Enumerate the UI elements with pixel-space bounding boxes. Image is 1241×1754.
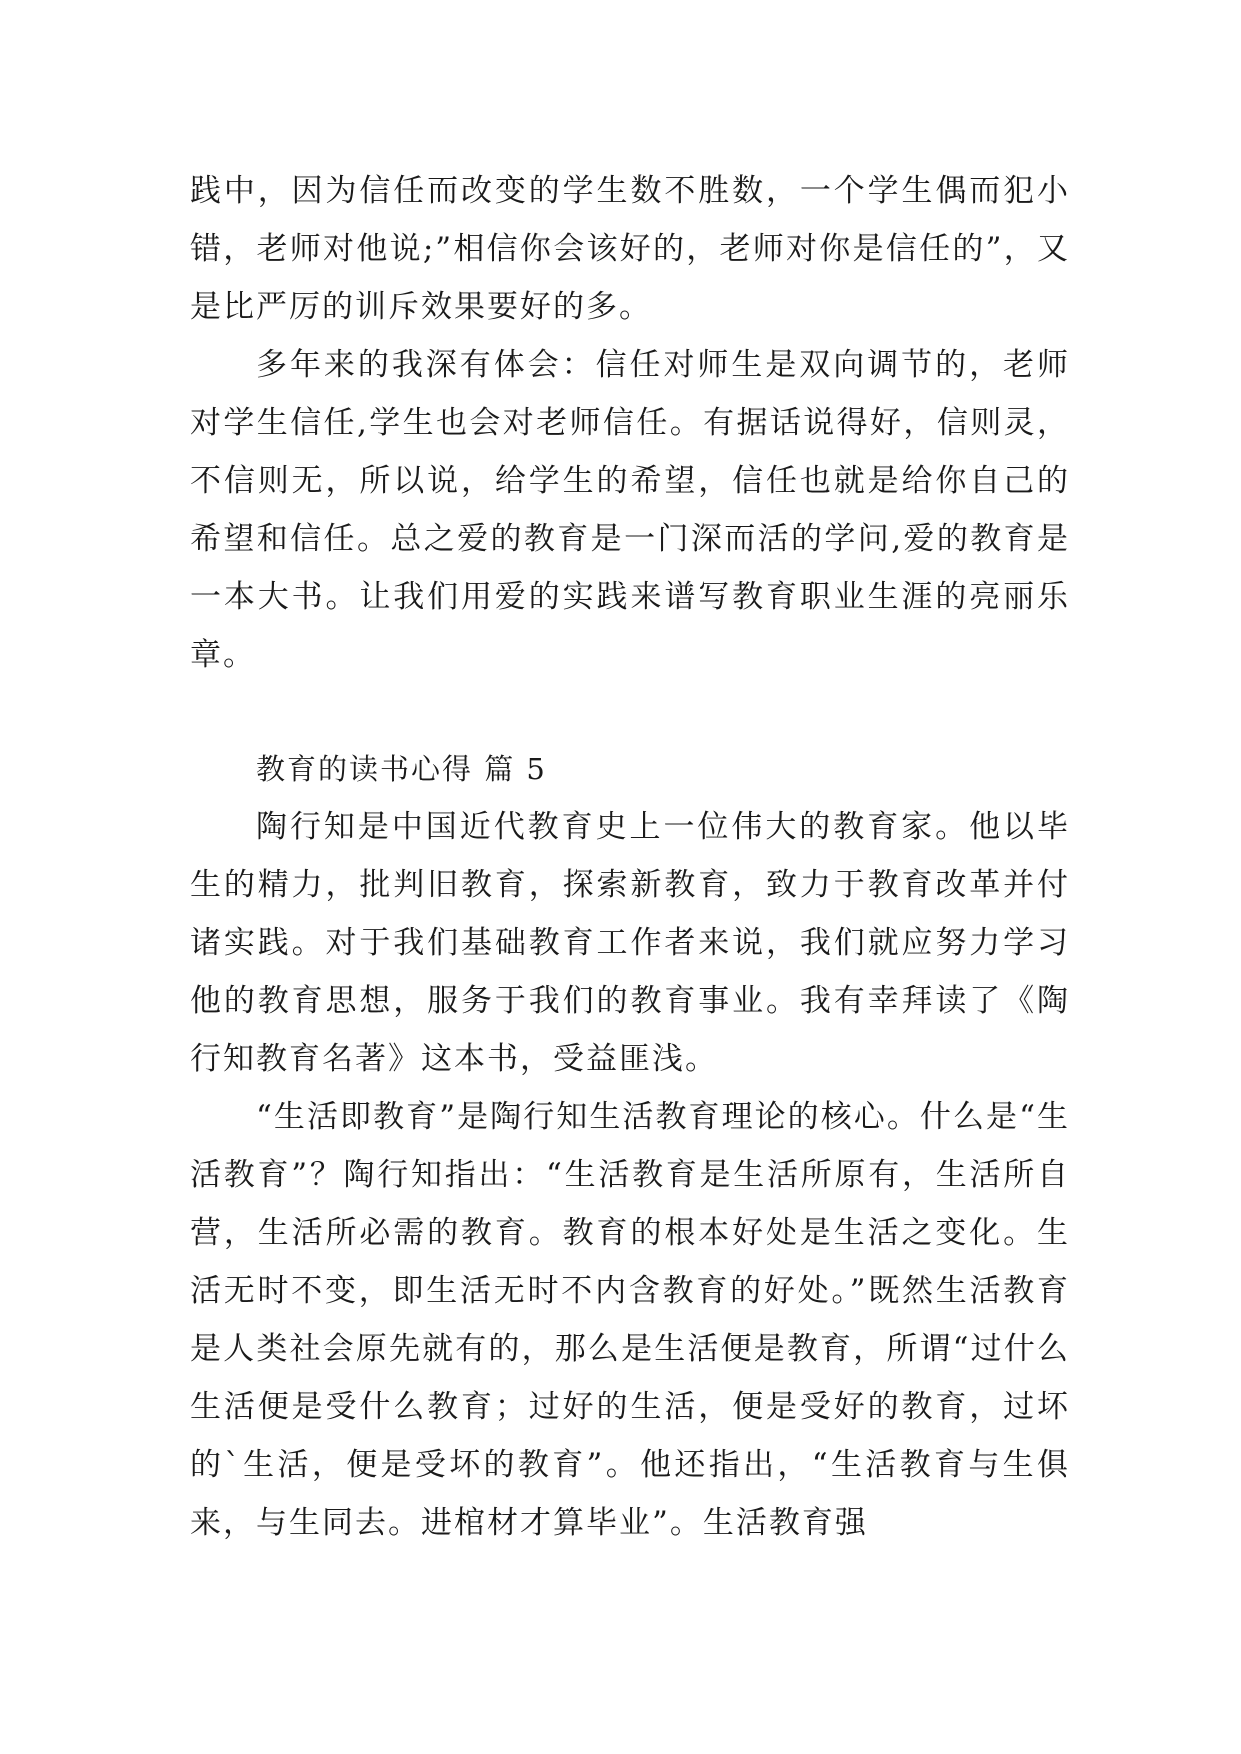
section-spacer [190, 684, 1070, 740]
paragraph-continued: 践中，因为信任而改变的学生数不胜数，一个学生偶而犯小错，老师对他说;”相信你会该好的，老师对你是信任的”，又是比严厉的训斥效果要好的多。 [190, 173, 1070, 325]
paragraph-life-education: “生活即教育”是陶行知生活教育理论的核心。什么是“生活教育”？陶行知指出：“生活教育是生活所原有，生活所自营，生活所必需的教育。教育的根本好处是生活之变化。生活无时不变，即生活无时不内含教育的好处。”既然生活教育是人类社会原先就有的，那么是生活便是教育，所谓“过什么生活便是受什么教育；过好的生活，便是受好的教育，过坏的`生活，便是受坏的教育”。他还指出，“生活教育与生俱来，与生同去。进棺材才算毕业”。生活教育强 [190, 1099, 1070, 1541]
document-body [190, 162, 1070, 1552]
paragraph-tao-intro: 陶行知是中国近代教育史上一位伟大的教育家。他以毕生的精力，批判旧教育，探索新教育，致力于教育改革并付诸实践。对于我们基础教育工作者来说，我们就应努力学习他的教育思想，服务于我们的教育事业。我有幸拜读了《陶行知教育名著》这本书，受益匪浅。 [190, 809, 1070, 1077]
paragraph-trust: 多年来的我深有体会：信任对师生是双向调节的，老师对学生信任,学生也会对老师信任。有据话说得好，信则灵，不信则无，所以说，给学生的希望，信任也就是给你自己的希望和信任。总之爱的教育是一门深而活的学问,爱的教育是一本大书。让我们用爱的实践来谱写教育职业生涯的亮丽乐章。 [190, 347, 1070, 673]
section-heading: 教育的读书心得 篇 5 [256, 752, 547, 786]
